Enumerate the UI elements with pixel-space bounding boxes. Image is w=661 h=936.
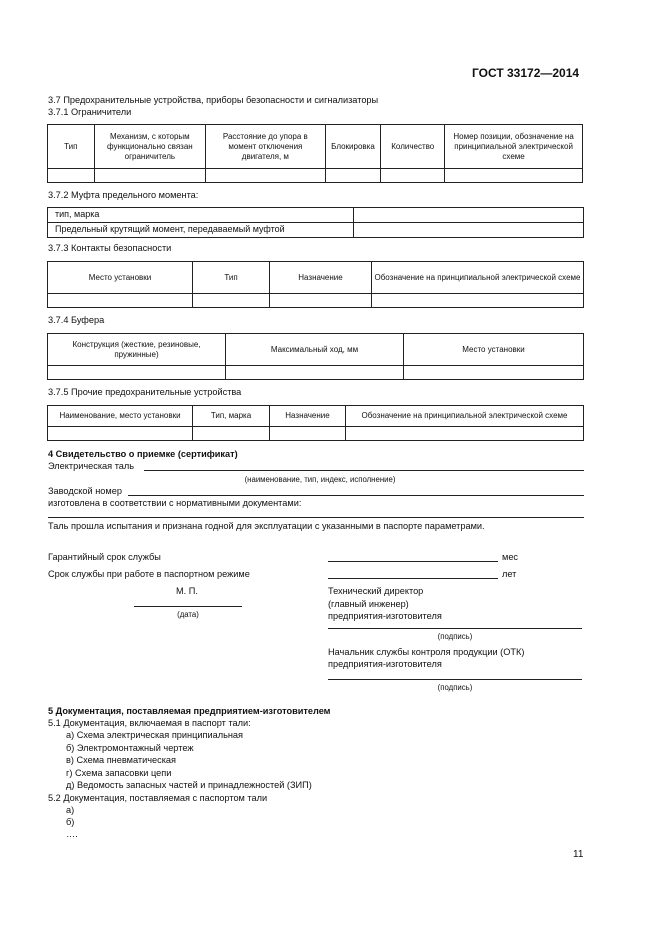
made-text: изготовлена в соответствии с нормативными документами: [48, 498, 302, 508]
section-5-1-title: 5.1 Документация, включаемая в паспорт тали: [48, 718, 251, 728]
tested-text: Таль прошла испытания и признана годной для эксплуатации с указанными в паспорте параметрами. [48, 521, 485, 531]
row-label: Предельный крутящий момент, передаваемый муфтой [48, 223, 354, 238]
list-item: …. [66, 829, 78, 839]
warranty-unit: мес [502, 552, 519, 562]
director-signature-caption: (подпись) [437, 632, 473, 641]
col-header: Место установки [404, 334, 584, 366]
page-number: 11 [573, 849, 584, 860]
normative-docs-field[interactable] [48, 517, 584, 518]
empty-cell[interactable] [94, 169, 205, 183]
director-signature-field[interactable] [328, 628, 582, 629]
empty-cell[interactable] [270, 427, 346, 441]
col-header: Назначение [270, 262, 372, 294]
list-item: б) [66, 817, 75, 827]
empty-cell[interactable] [404, 366, 584, 380]
hoist-caption: (наименование, тип, индекс, исполнение) [244, 475, 396, 484]
standard-number: ГОСТ 33172—2014 [472, 66, 580, 80]
empty-cell[interactable] [346, 427, 584, 441]
list-item: в) Схема пневматическая [66, 755, 177, 765]
date-field[interactable] [134, 606, 242, 607]
empty-cell[interactable] [445, 169, 583, 183]
warranty-label: Гарантийный срок службы [48, 552, 161, 562]
empty-cell[interactable] [270, 294, 372, 308]
section-3-7-title: 3.7 Предохранительные устройства, приборы безопасности и сигнализаторы [48, 95, 379, 105]
table-row [48, 294, 584, 308]
col-header: Тип [193, 262, 270, 294]
col-header: Блокировка [325, 125, 381, 169]
serial-field[interactable] [128, 495, 584, 496]
service-field[interactable] [328, 578, 498, 579]
empty-cell[interactable] [354, 223, 584, 238]
service-unit: лет [502, 569, 517, 579]
section-3-7-4-title: 3.7.4 Буфера [48, 315, 105, 325]
list-item: а) [66, 805, 75, 815]
qc-chief-line-2: предприятия-изготовителя [328, 659, 442, 669]
qc-chief-line-1: Начальник службы контроля продукции (ОТК) [328, 647, 525, 657]
section-5-2-title: 5.2 Документация, поставляемая с паспортом тали [48, 793, 268, 803]
qc-signature-field[interactable] [328, 679, 582, 680]
col-header: Количество [381, 125, 445, 169]
section-3-7-1-title: 3.7.1 Ограничители [48, 107, 132, 117]
empty-cell[interactable] [325, 169, 381, 183]
warranty-field[interactable] [328, 561, 498, 562]
empty-cell[interactable] [48, 427, 193, 441]
section-3-7-5-title: 3.7.5 Прочие предохранительные устройства [48, 387, 242, 397]
col-header: Максимальный ход, мм [226, 334, 404, 366]
empty-cell[interactable] [48, 294, 193, 308]
safety-contacts-table [47, 261, 584, 308]
service-label: Срок службы при работе в паспортном режиме [48, 569, 250, 579]
empty-cell[interactable] [354, 208, 584, 223]
clutch-table [47, 207, 584, 238]
empty-cell[interactable] [48, 366, 226, 380]
col-header: Обозначение на принципиальной электрической схеме [346, 406, 584, 427]
table-row [48, 366, 584, 380]
section-3-7-2-title: 3.7.2 Муфта предельного момента: [48, 190, 199, 200]
list-item: г) Схема запасовки цепи [66, 768, 172, 778]
director-line-2: (главный инженер) [328, 599, 409, 609]
limiters-table [47, 124, 583, 183]
section-3-7-3-title: 3.7.3 Контакты безопасности [48, 243, 172, 253]
section-5-title: 5 Документация, поставляемая предприятием-изготовителем [48, 706, 331, 716]
director-line-1: Технический директор [328, 586, 424, 596]
empty-cell[interactable] [206, 169, 326, 183]
qc-signature-caption: (подпись) [437, 683, 473, 692]
empty-cell[interactable] [226, 366, 404, 380]
section-4-title: 4 Свидетельство о приемке (сертификат) [48, 449, 238, 459]
table-row [48, 208, 584, 223]
list-item: д) Ведомость запасных частей и принадлежностей (ЗИП) [66, 780, 312, 790]
table-row [48, 169, 583, 183]
hoist-field[interactable] [144, 470, 584, 471]
empty-cell[interactable] [372, 294, 584, 308]
empty-cell[interactable] [193, 294, 270, 308]
col-header: Назначение [270, 406, 346, 427]
table-row [48, 427, 584, 441]
empty-cell[interactable] [48, 169, 95, 183]
empty-cell[interactable] [381, 169, 445, 183]
stamp-label: М. П. [176, 586, 198, 596]
table-row [48, 223, 584, 238]
director-line-3: предприятия-изготовителя [328, 611, 442, 621]
list-item: б) Электромонтажный чертеж [66, 743, 194, 753]
row-label: тип, марка [48, 208, 354, 223]
col-header: Расстояние до упора в момент отключения двигателя, м [206, 125, 326, 169]
col-header: Тип [48, 125, 95, 169]
empty-cell[interactable] [193, 427, 270, 441]
col-header: Место установки [48, 262, 193, 294]
col-header: Тип, марка [193, 406, 270, 427]
hoist-label: Электрическая таль [48, 461, 135, 471]
serial-label: Заводской номер [48, 486, 122, 496]
col-header: Номер позиции, обозначение на принципиальной электрической схеме [445, 125, 583, 169]
col-header: Наименование, место установки [48, 406, 193, 427]
other-devices-table [47, 405, 584, 441]
col-header: Конструкция (жесткие, резиновые, пружинные) [48, 334, 226, 366]
col-header: Обозначение на принципиальной электрической схеме [372, 262, 584, 294]
buffers-table [47, 333, 584, 380]
date-caption: (дата) [177, 610, 199, 619]
col-header: Механизм, с которым функционально связан ограничитель [94, 125, 205, 169]
list-item: а) Схема электрическая принципиальная [66, 730, 244, 740]
